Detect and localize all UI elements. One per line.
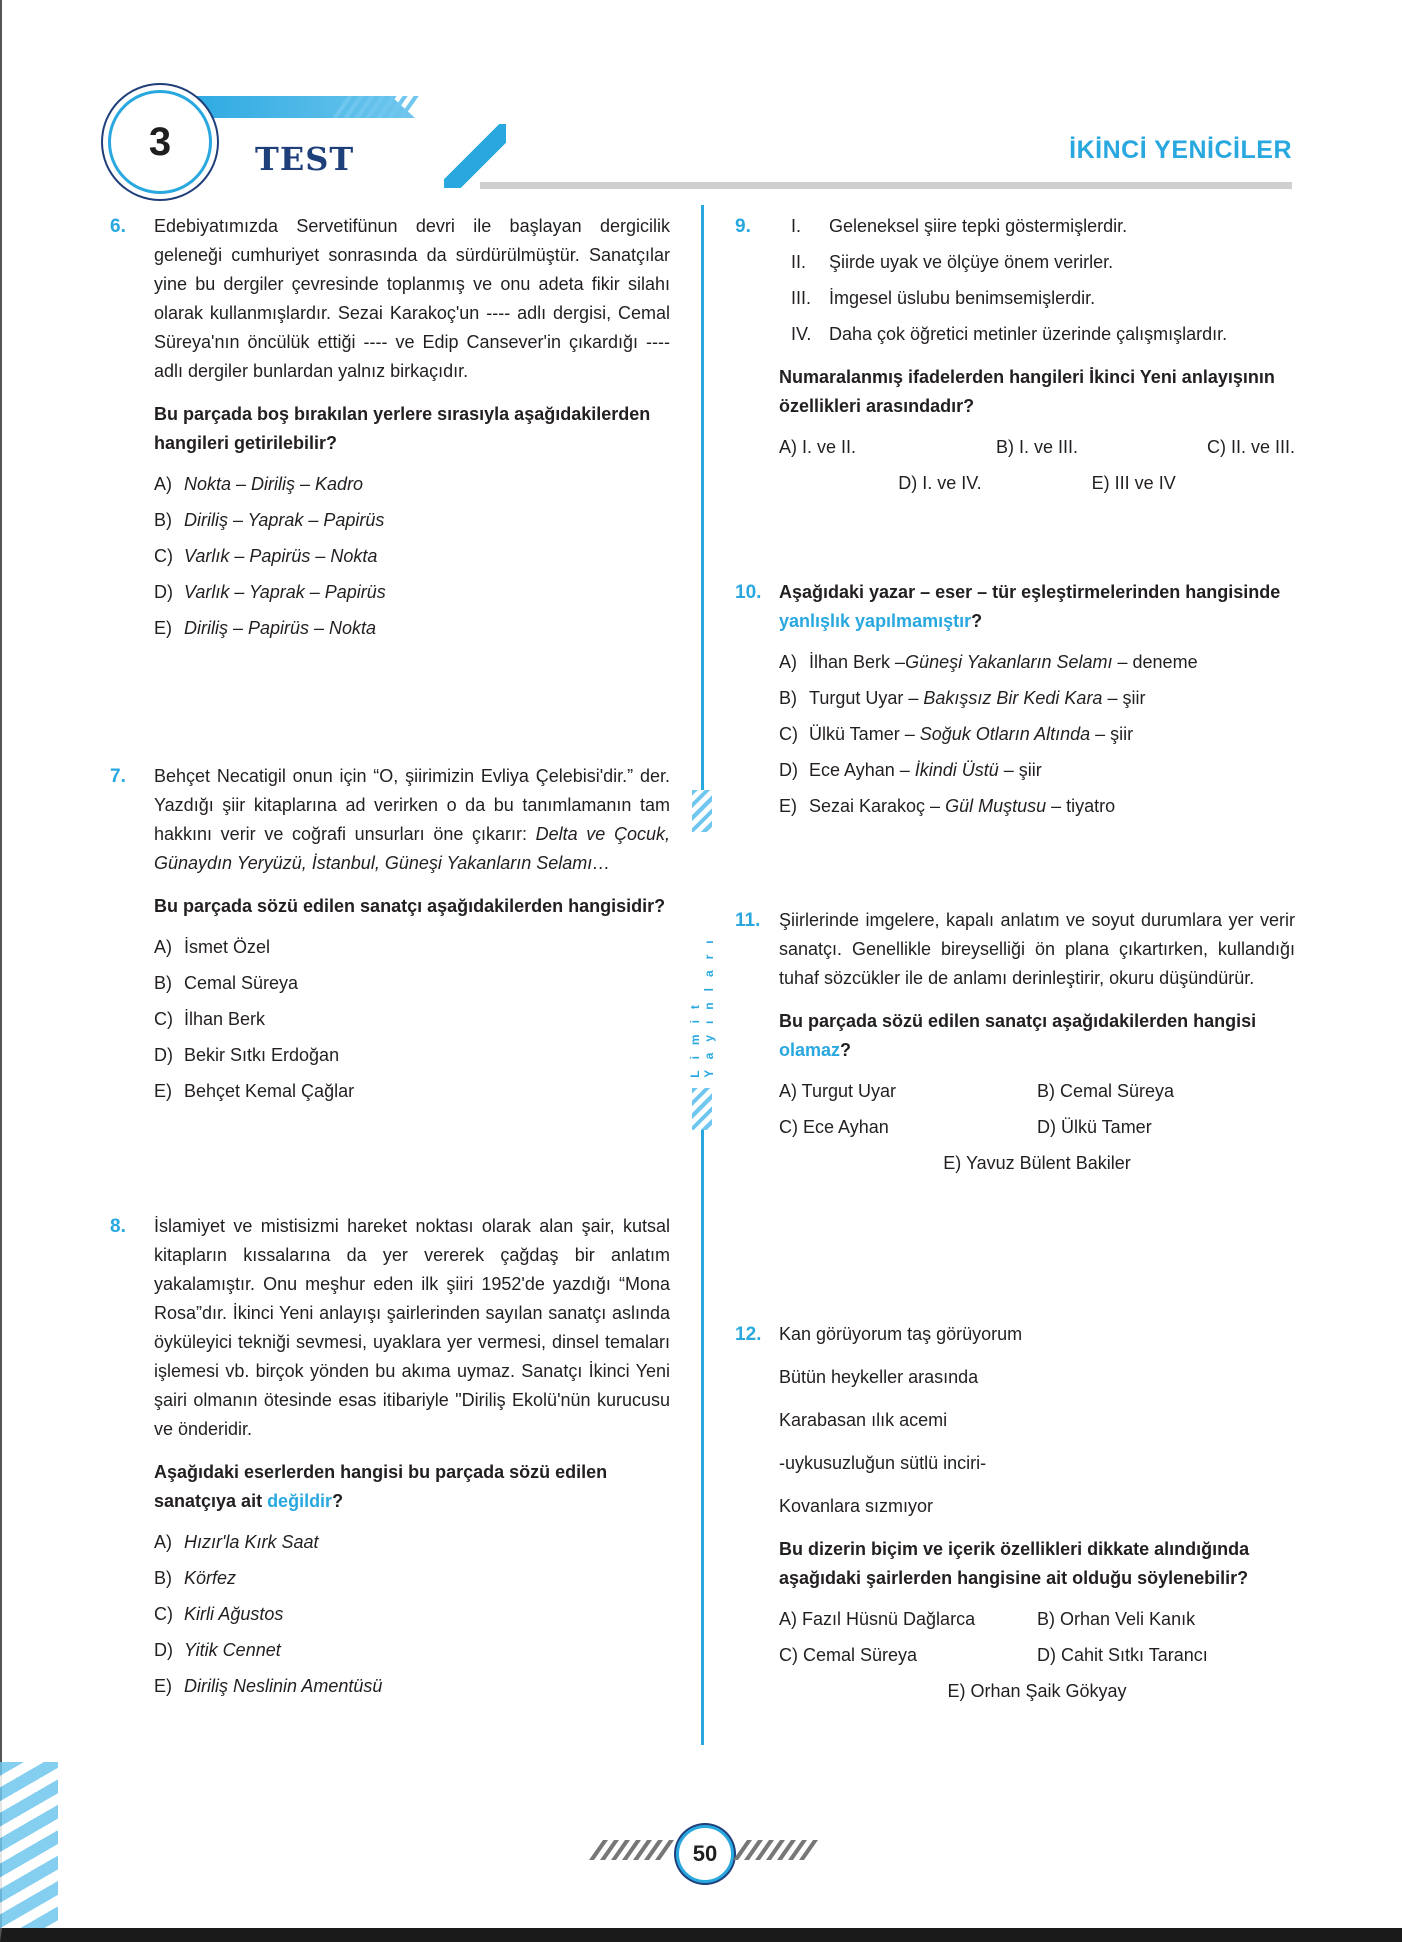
stem-text: Aşağıdaki eserlerden hangisi bu parçada sözü edilen sanatçıya ait xyxy=(154,1462,608,1511)
statement-text: Şiirde uyak ve ölçüye önem verirler. xyxy=(829,252,1114,272)
test-number-badge: 3 xyxy=(108,90,212,194)
question-stem: Numaralanmış ifadelerden hangileri İkinci Yeni anlayışının özellikleri arasındadır? xyxy=(779,367,1275,416)
statement-numeral: I. xyxy=(791,216,802,236)
option-work: Bakışsız Bir Kedi Kara xyxy=(923,688,1103,708)
option-letter: D) xyxy=(154,582,173,602)
option-d[interactable] xyxy=(154,1636,670,1665)
page-number: 50 xyxy=(676,1825,734,1883)
question-stem xyxy=(779,578,1295,636)
option-letter: B) xyxy=(779,688,797,708)
corner-decoration xyxy=(0,1762,58,1928)
test-label: TEST xyxy=(255,140,355,178)
option-letter: B) xyxy=(154,1568,172,1588)
option-a[interactable] xyxy=(779,648,1295,677)
option-letter: D) xyxy=(779,760,798,780)
option-letter: A) xyxy=(154,1532,172,1552)
option-genre: – şiir xyxy=(1102,688,1146,708)
option-e[interactable] xyxy=(154,1077,670,1106)
option-text: Diriliş – Yaprak – Papirüs xyxy=(184,510,385,530)
option-b[interactable]: B) Cemal Süreya xyxy=(1037,1081,1175,1101)
option-a[interactable]: A) Fazıl Hüsnü Dağlarca xyxy=(779,1609,976,1629)
option-a[interactable] xyxy=(154,933,670,962)
option-e[interactable]: E) III ve IV xyxy=(1091,473,1176,493)
question-number: 12. xyxy=(735,1324,762,1345)
statement-numeral: III. xyxy=(791,288,812,308)
option-b[interactable] xyxy=(154,1564,670,1593)
stem-highlight: yanlışlık yapılmamıştır xyxy=(779,611,972,631)
question-9 xyxy=(735,212,1295,498)
option-text: Diriliş – Papirüs – Nokta xyxy=(184,618,377,638)
option-c[interactable]: C) II. ve III. xyxy=(1206,437,1295,457)
option-text: Yitik Cennet xyxy=(184,1640,281,1660)
option-d[interactable]: D) I. ve IV. xyxy=(898,473,982,493)
options-grid xyxy=(779,1077,1295,1142)
poem-line: Kovanlara sızmıyor xyxy=(779,1496,934,1516)
poem-line: Karabasan ılık acemi xyxy=(779,1410,948,1430)
option-text: Nokta – Diriliş – Kadro xyxy=(184,474,364,494)
section-title: İKİNCİ YENİCİLER xyxy=(1069,136,1292,164)
statement-text: Geleneksel şiire tepki göstermişlerdir. xyxy=(829,216,1128,236)
option-e[interactable] xyxy=(779,792,1295,821)
stem-end: ? xyxy=(840,1040,852,1060)
question-stem xyxy=(154,1458,670,1516)
brand-text: Limit Yayınları xyxy=(688,929,716,1078)
option-e[interactable] xyxy=(154,614,670,643)
option-author: Sezai Karakoç – xyxy=(809,796,946,816)
option-c[interactable]: C) Ece Ayhan xyxy=(779,1117,889,1137)
option-b[interactable] xyxy=(154,969,670,998)
statement-1 xyxy=(779,212,1295,241)
question-number: 8. xyxy=(110,1216,126,1237)
option-work: İkindi Üstü xyxy=(914,760,999,780)
stem-text: Aşağıdaki yazar – eser – tür eşleştirmelerinden hangisinde xyxy=(779,582,1281,602)
option-letter: A) xyxy=(154,937,172,957)
question-stem: Bu parçada sözü edilen sanatçı aşağıdakilerden hangisidir? xyxy=(154,896,666,916)
option-genre: – tiyatro xyxy=(1046,796,1116,816)
paragraph-italic: Delta ve Çocuk, Günaydın Yeryüzü, İstanbul, Güneşi Yakanların Selamı… xyxy=(154,824,670,873)
option-text: Hızır'la Kırk Saat xyxy=(184,1532,319,1552)
option-letter: C) xyxy=(779,724,798,744)
option-letter: D) xyxy=(154,1045,173,1065)
option-d[interactable]: D) Ülkü Tamer xyxy=(1037,1117,1152,1137)
option-e[interactable] xyxy=(154,1672,670,1701)
option-c[interactable] xyxy=(154,542,670,571)
stem-end: ? xyxy=(332,1491,344,1511)
option-work: Gül Muştusu xyxy=(945,796,1047,816)
question-10 xyxy=(735,578,1295,828)
statement-2 xyxy=(779,248,1295,277)
option-text: Behçet Kemal Çağlar xyxy=(184,1081,355,1101)
question-number: 11. xyxy=(735,910,761,931)
statement-numeral: IV. xyxy=(791,324,812,344)
option-text: Varlık – Papirüs – Nokta xyxy=(184,546,378,566)
stem-end: ? xyxy=(971,611,983,631)
option-genre: – şiir xyxy=(1090,724,1134,744)
question-paragraph: Şiirlerinde imgelere, kapalı anlatım ve soyut durumlara yer verir sanatçı. Genellikle bireyselliği ön plana çıkartırken, kullandığı tuhaf sözcükler ile de anlamı derinleştirir, okuru düşündürür. xyxy=(779,910,1295,988)
side-brand xyxy=(686,790,718,1130)
option-text: Cemal Süreya xyxy=(184,973,299,993)
option-a[interactable] xyxy=(154,1528,670,1557)
option-letter: E) xyxy=(779,796,797,816)
option-text: Kirli Ağustos xyxy=(184,1604,284,1624)
option-author: İlhan Berk – xyxy=(809,652,906,672)
option-work: Güneşi Yakanların Selamı xyxy=(905,652,1113,672)
option-text: Bekir Sıtkı Erdoğan xyxy=(184,1045,340,1065)
option-d[interactable]: D) Cahit Sıtkı Tarancı xyxy=(1037,1645,1208,1665)
option-author: Ülkü Tamer – xyxy=(809,724,920,744)
footer-stripes-right xyxy=(740,1840,811,1860)
option-letter: C) xyxy=(154,546,173,566)
option-d[interactable] xyxy=(154,1041,670,1070)
option-c[interactable]: C) Cemal Süreya xyxy=(779,1645,918,1665)
header-stripes xyxy=(340,96,411,118)
question-8 xyxy=(110,1212,670,1708)
question-6 xyxy=(110,212,670,650)
option-genre: – şiir xyxy=(998,760,1042,780)
option-genre: – deneme xyxy=(1112,652,1198,672)
option-c[interactable] xyxy=(154,1005,670,1034)
question-number: 10. xyxy=(735,582,762,603)
question-number: 9. xyxy=(735,216,751,237)
statement-numeral: II. xyxy=(791,252,807,272)
question-paragraph: İslamiyet ve mistisizmi hareket noktası olarak alan şair, kutsal kitapların kıssalarına da yer vererek çağdaş bir anlatım yakalamıştır. Onu meşhur eden ilk şiiri 1952'de yazdığı “Mona Rosa”dır. İkinci Yeni anlayışı şairlerinden sayılan sanatçı aslında öyküleyici tekniği sevmesi, uyaklara yer vermesi, dinsel temaları işlemesi vb. birçok yönden bu akıma uymaz. Sanatçı İkinci Yeni şairi olmanın ötesinde esas itibariyle "Diriliş Ekolü'nün kurucusu ve önderidir. xyxy=(154,1216,670,1439)
question-12 xyxy=(735,1320,1295,1706)
option-letter: C) xyxy=(154,1009,173,1029)
option-b[interactable] xyxy=(779,684,1295,713)
options-grid xyxy=(779,1605,1295,1670)
header-diagonal-accent xyxy=(444,124,506,188)
option-b[interactable]: B) Orhan Veli Kanık xyxy=(1037,1609,1196,1629)
option-a[interactable] xyxy=(154,470,670,499)
option-e[interactable]: E) Yavuz Bülent Bakiler xyxy=(943,1153,1131,1173)
question-stem: Bu dizerin biçim ve içerik özellikleri dikkate alındığında aşağıdaki şairlerden hangisine ait olduğu söylenebilir? xyxy=(779,1539,1250,1588)
option-text: İlhan Berk xyxy=(184,1009,266,1029)
option-b[interactable] xyxy=(154,506,670,535)
statement-text: Daha çok öğretici metinler üzerinde çalışmışlardır. xyxy=(829,324,1228,344)
option-letter: B) xyxy=(154,510,172,530)
option-a[interactable]: A) Turgut Uyar xyxy=(779,1081,897,1101)
question-number: 7. xyxy=(110,766,126,787)
poem-line: Bütün heykeller arasında xyxy=(779,1367,979,1387)
statement-4 xyxy=(779,320,1295,349)
option-letter: D) xyxy=(154,1640,173,1660)
option-letter: B) xyxy=(154,973,172,993)
poem-line: -uykusuzluğun sütlü inciri- xyxy=(779,1453,987,1473)
question-number: 6. xyxy=(110,216,126,237)
option-b[interactable]: B) I. ve III. xyxy=(995,437,1079,457)
question-11 xyxy=(735,906,1295,1178)
option-c[interactable] xyxy=(779,720,1295,749)
option-author: Turgut Uyar – xyxy=(809,688,924,708)
option-letter: A) xyxy=(779,652,797,672)
header-divider xyxy=(480,182,1292,189)
stem-highlight: değildir xyxy=(267,1491,333,1511)
brand-chevron-top xyxy=(692,790,712,832)
option-a[interactable]: A) I. ve II. xyxy=(779,437,857,457)
brand-chevron-bottom xyxy=(692,1088,712,1130)
option-c[interactable] xyxy=(154,1600,670,1629)
option-letter: E) xyxy=(154,1081,172,1101)
option-d[interactable] xyxy=(154,578,670,607)
stem-text: Bu parçada sözü edilen sanatçı aşağıdakilerden hangisi xyxy=(779,1011,1257,1031)
option-text: Körfez xyxy=(184,1568,237,1588)
option-letter: E) xyxy=(154,1676,172,1696)
footer-stripes-left xyxy=(596,1840,667,1860)
option-letter: E) xyxy=(154,618,172,638)
option-work: Soğuk Otların Altında xyxy=(919,724,1091,744)
options-row xyxy=(779,433,1295,462)
option-e[interactable]: E) Orhan Şaik Gökyay xyxy=(947,1681,1127,1701)
statement-3 xyxy=(779,284,1295,313)
question-7 xyxy=(110,762,670,1113)
option-text: Varlık – Yaprak – Papirüs xyxy=(184,582,386,602)
options-row xyxy=(779,469,1295,498)
option-author: Ece Ayhan – xyxy=(809,760,915,780)
question-paragraph: Edebiyatımızda Servetifünun devri ile başlayan dergicilik geleneği cumhuriyet sonrasında da sürdürülmüştür. Sanatçılar yine bu dergiler çevresinde toplanmış ve onu adeta fikir silahı olarak kullanmışlardır. Sezai Karakoç'un ---- adlı dergisi, Cemal Süreya'nın öncülük ettiği ---- ve Edip Cansever'in çıkardığı ---- adlı dergiler bunlardan yalnız birkaçıdır. xyxy=(154,216,670,381)
option-text: Diriliş Neslinin Amentüsü xyxy=(184,1676,383,1696)
paragraph-lead: Behçet Necatigil onun için “O, şiirimizin Evliya Çelebisi'dir.” der. Yazdığı şiir kitaplarına ad verirken o da bu tanımlamanın tam hakkını verir ve coğrafi unsurları öne çıkarır: xyxy=(154,766,670,844)
option-letter: C) xyxy=(154,1604,173,1624)
option-text: İsmet Özel xyxy=(184,937,271,957)
option-d[interactable] xyxy=(779,756,1295,785)
statement-text: İmgesel üslubu benimsemişlerdir. xyxy=(829,288,1096,308)
question-stem: Bu parçada boş bırakılan yerlere sırasıyla aşağıdakilerden hangileri getirilebilir? xyxy=(154,404,651,453)
option-letter: A) xyxy=(154,474,172,494)
stem-highlight: olamaz xyxy=(779,1040,841,1060)
question-paragraph xyxy=(154,762,670,878)
poem-line: Kan görüyorum taş görüyorum xyxy=(779,1324,1023,1344)
question-stem xyxy=(779,1007,1295,1065)
